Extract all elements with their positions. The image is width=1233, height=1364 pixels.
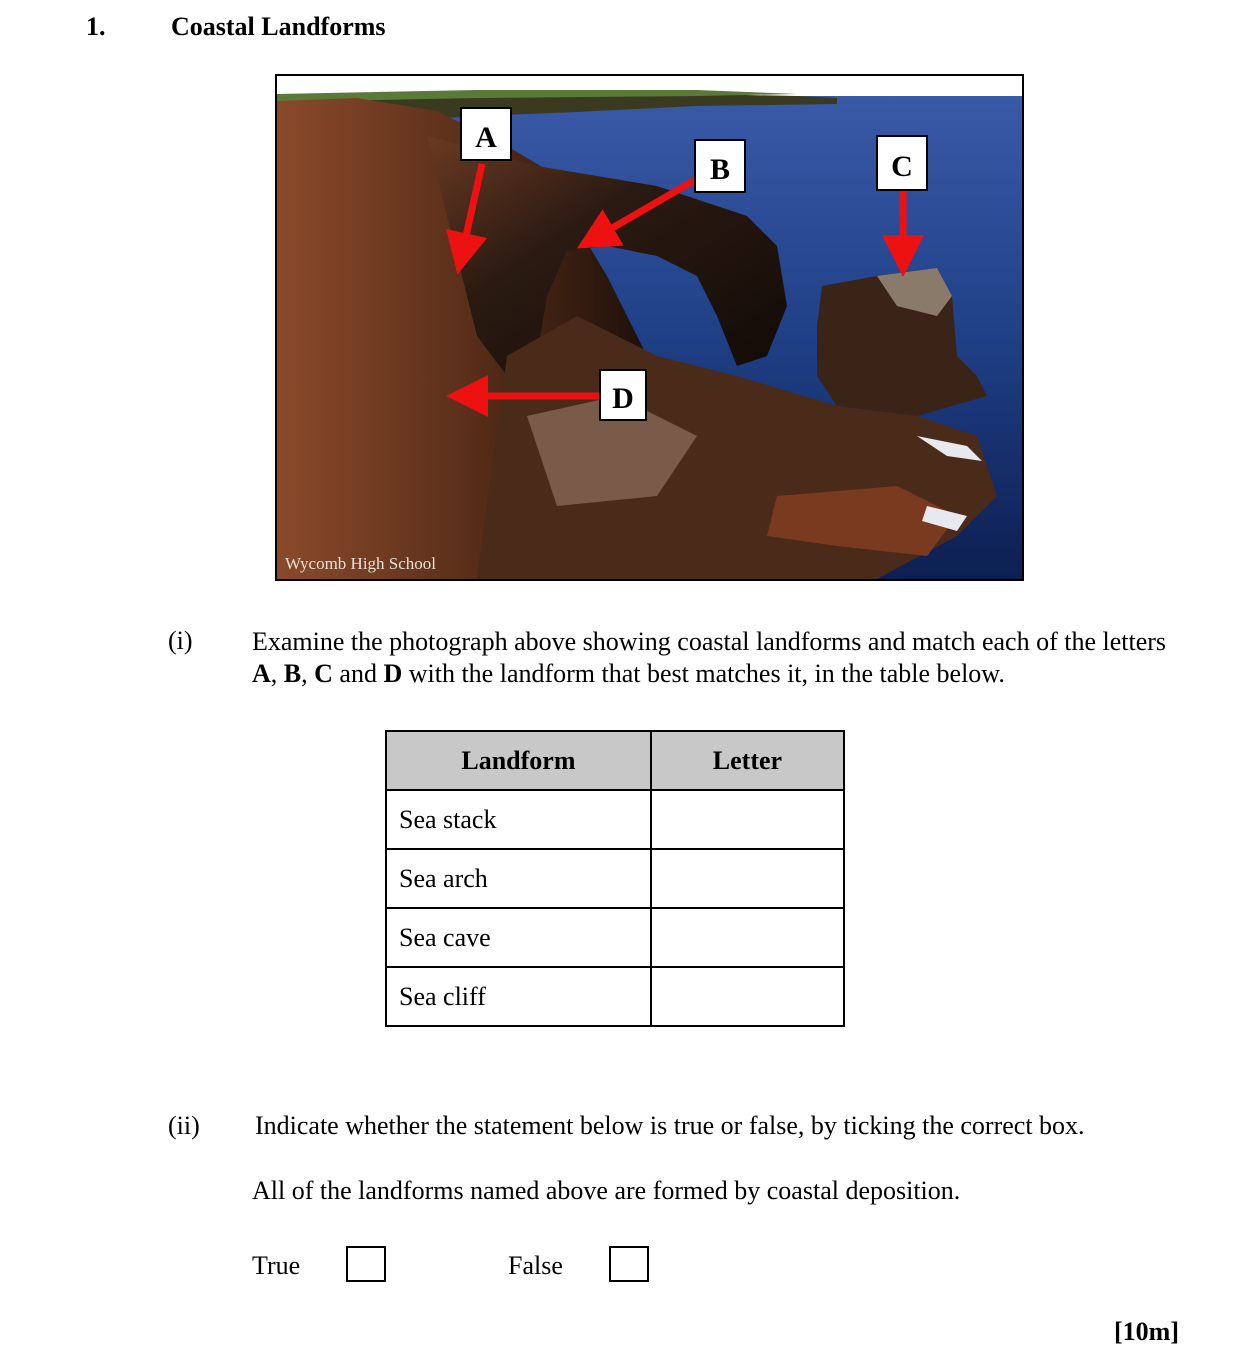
watermark: Wycomb High School — [285, 554, 437, 573]
table-row — [386, 849, 844, 908]
label-b — [695, 140, 745, 192]
label-c — [877, 136, 927, 190]
letter-answer-cell[interactable] — [651, 908, 844, 967]
landform-cell: Sea stack — [386, 790, 651, 849]
part-i-instruction: Examine the photograph above showing coastal landforms and match each of the letters A, B, C and D with the landform that best matches it, in the table below. — [252, 627, 1167, 688]
matching-table — [385, 730, 845, 1027]
table-row — [386, 967, 844, 1026]
letter-answer-cell[interactable] — [651, 849, 844, 908]
part-ii-number: (ii) — [168, 1111, 200, 1140]
label-a — [461, 108, 511, 160]
header-landform: Landform — [386, 731, 651, 790]
landform-cell: Sea cave — [386, 908, 651, 967]
header-letter: Letter — [651, 731, 844, 790]
part-i-number: (i) — [168, 626, 193, 655]
part-ii-instruction: Indicate whether the statement below is true or false, by ticking the correct box. — [255, 1111, 1085, 1140]
table-row — [386, 908, 844, 967]
label-c-text: C — [891, 150, 913, 183]
question-number: 1. — [86, 12, 106, 41]
statement-text: All of the landforms named above are formed by coastal deposition. — [252, 1176, 961, 1205]
landform-cell: Sea arch — [386, 849, 651, 908]
coastal-photo — [275, 74, 1024, 581]
letter-answer-cell[interactable] — [651, 790, 844, 849]
label-d-text: D — [612, 382, 634, 415]
question-title: Coastal Landforms — [171, 12, 386, 41]
table-row — [386, 790, 844, 849]
marks-total: [10m] — [1114, 1317, 1179, 1346]
label-d — [600, 370, 646, 420]
true-checkbox[interactable] — [346, 1246, 386, 1282]
label-b-text: B — [709, 153, 731, 186]
label-a-text: A — [475, 121, 497, 154]
option-false-label: False — [508, 1251, 563, 1280]
table-header-row — [386, 731, 844, 790]
letter-answer-cell[interactable] — [651, 967, 844, 1026]
landform-cell: Sea cliff — [386, 967, 651, 1026]
option-true-label: True — [252, 1251, 301, 1280]
false-checkbox[interactable] — [609, 1246, 649, 1282]
